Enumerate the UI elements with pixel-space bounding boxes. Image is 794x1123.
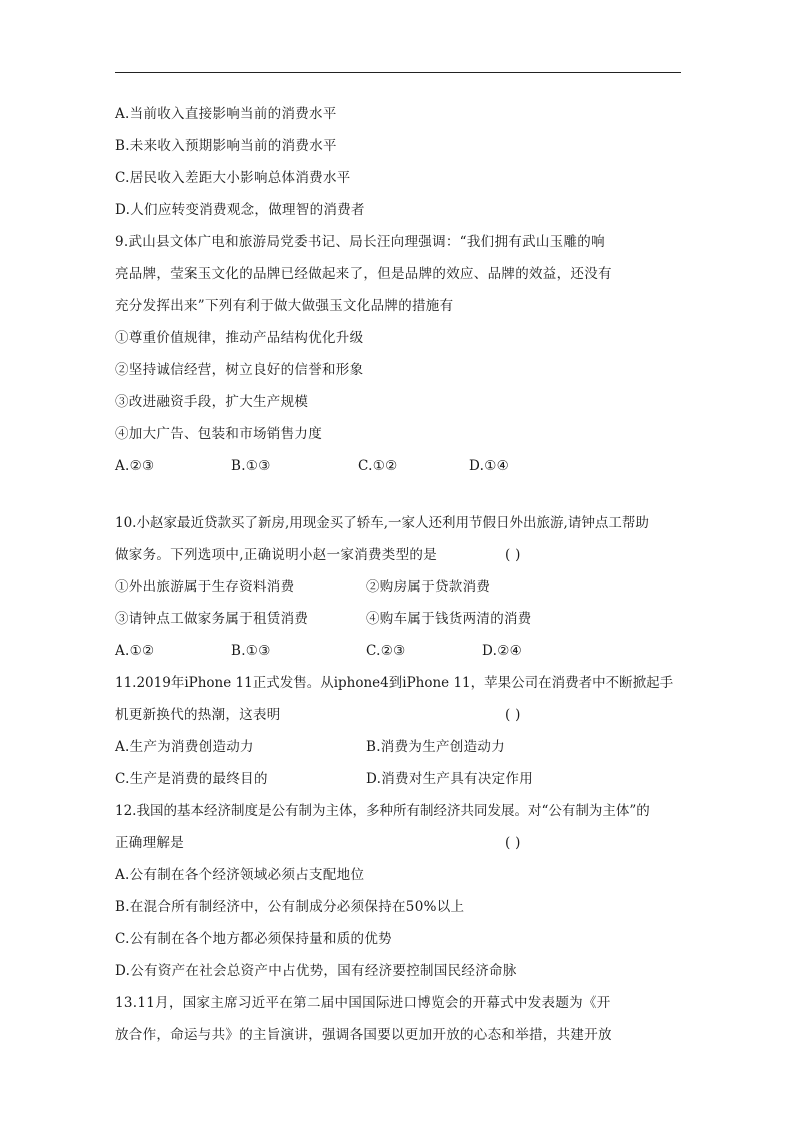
q9-statement-2: ②坚持诚信经营，树立良好的信誉和形象 — [115, 362, 364, 378]
q13-stem-line2: 放合作，命运与共》的主旨演讲，强调各国要以更加开放的心态和举措，共建开放 — [115, 1027, 612, 1043]
q11-stem-line2 — [115, 706, 521, 724]
q12-option-a: A.公有制在各个经济领域必须占支配地位 — [115, 867, 365, 883]
q11-option-d: D.消费对生产具有决定作用 — [366, 771, 534, 787]
q8-option-d: D.人们应转变消费观念，做理智的消费者 — [115, 202, 365, 218]
q12-stem-text: 正确理解是 — [115, 835, 184, 851]
q11-option-a: A.生产为消费创造动力 — [115, 739, 254, 755]
q12-option-c: C.公有制在各个地方都必须保持量和质的优势 — [115, 931, 392, 947]
q9-answer-d: D.①④ — [469, 458, 510, 474]
q11-option-b: B.消费为生产创造动力 — [366, 739, 506, 755]
q10-statement-2: ②购房属于贷款消费 — [366, 579, 491, 595]
q9-statement-4: ④加大广告、包装和市场销售力度 — [115, 426, 322, 442]
q11-stem-text: 机更新换代的热潮，这表明 — [115, 707, 281, 723]
q11-option-c: C.生产是消费的最终目的 — [115, 771, 268, 787]
q10-answer-d: D.②④ — [482, 643, 523, 659]
q10-statement-1: ①外出旅游属于生存资料消费 — [115, 579, 295, 595]
q13-stem-line1: 13.11月，国家主席习近平在第二届中国国际进口博览会的开幕式中发表题为《开 — [115, 995, 611, 1011]
q8-option-a: A.当前收入直接影响当前的消费水平 — [115, 106, 337, 122]
q9-statement-1: ①尊重价值规律，推动产品结构优化升级 — [115, 330, 364, 346]
q10-answer-a: A.①② — [115, 643, 155, 659]
q12-option-d: D.公有资产在社会总资产中占优势，国有经济要控制国民经济命脉 — [115, 963, 517, 979]
q9-answer-b: B.①③ — [231, 458, 271, 474]
q9-answer-c: C.①② — [358, 458, 398, 474]
q11-answer-blank: ( ) — [505, 707, 521, 723]
header-rule — [115, 72, 681, 73]
q9-stem-line3: 充分发挥出来”下列有利于做大做强玉文化品牌的措施有 — [115, 298, 454, 314]
q9-stem-line2: 亮品牌，莹案玉文化的品牌已经做起来了，但是品牌的效应、品牌的效益，还没有 — [115, 266, 612, 282]
q9-answer-a: A.②③ — [115, 458, 155, 474]
q10-answer-blank: ( ) — [505, 547, 521, 563]
q10-answer-c: C.②③ — [366, 643, 406, 659]
q12-stem-line1: 12.我国的基本经济制度是公有制为主体，多种所有制经济共同发展。对“公有制为主体”的 — [115, 803, 650, 819]
q10-stem-line1: 10.小赵家最近贷款买了新房,用现金买了轿车,一家人还利用节假日外出旅游,请钟点工帮助 — [115, 515, 649, 531]
q12-stem-line2 — [115, 834, 521, 852]
q12-option-b: B.在混合所有制经济中，公有制成分必须保持在50%以上 — [115, 899, 465, 915]
q9-stem-line1: 9.武山县文体广电和旅游局党委书记、局长汪向理强调：“我们拥有武山玉雕的响 — [115, 234, 605, 250]
q10-answer-b: B.①③ — [231, 643, 271, 659]
q10-stem-text: 做家务。下列选项中,正确说明小赵一家消费类型的是 — [115, 547, 437, 563]
q10-statement-4: ④购车属于钱货两清的消费 — [366, 611, 532, 627]
q10-stem-line2 — [115, 546, 521, 564]
q8-option-b: B.未来收入预期影响当前的消费水平 — [115, 138, 337, 154]
q11-stem-line1: 11.2019年iPhone 11正式发售。从iphone4到iPhone 11，苹果公司在消费者中不断掀起手 — [115, 675, 674, 691]
q12-answer-blank: ( ) — [505, 835, 521, 851]
q9-statement-3: ③改进融资手段，扩大生产规模 — [115, 394, 309, 410]
q8-option-c: C.居民收入差距大小影响总体消费水平 — [115, 170, 351, 186]
q10-statement-3: ③请钟点工做家务属于租赁消费 — [115, 611, 309, 627]
